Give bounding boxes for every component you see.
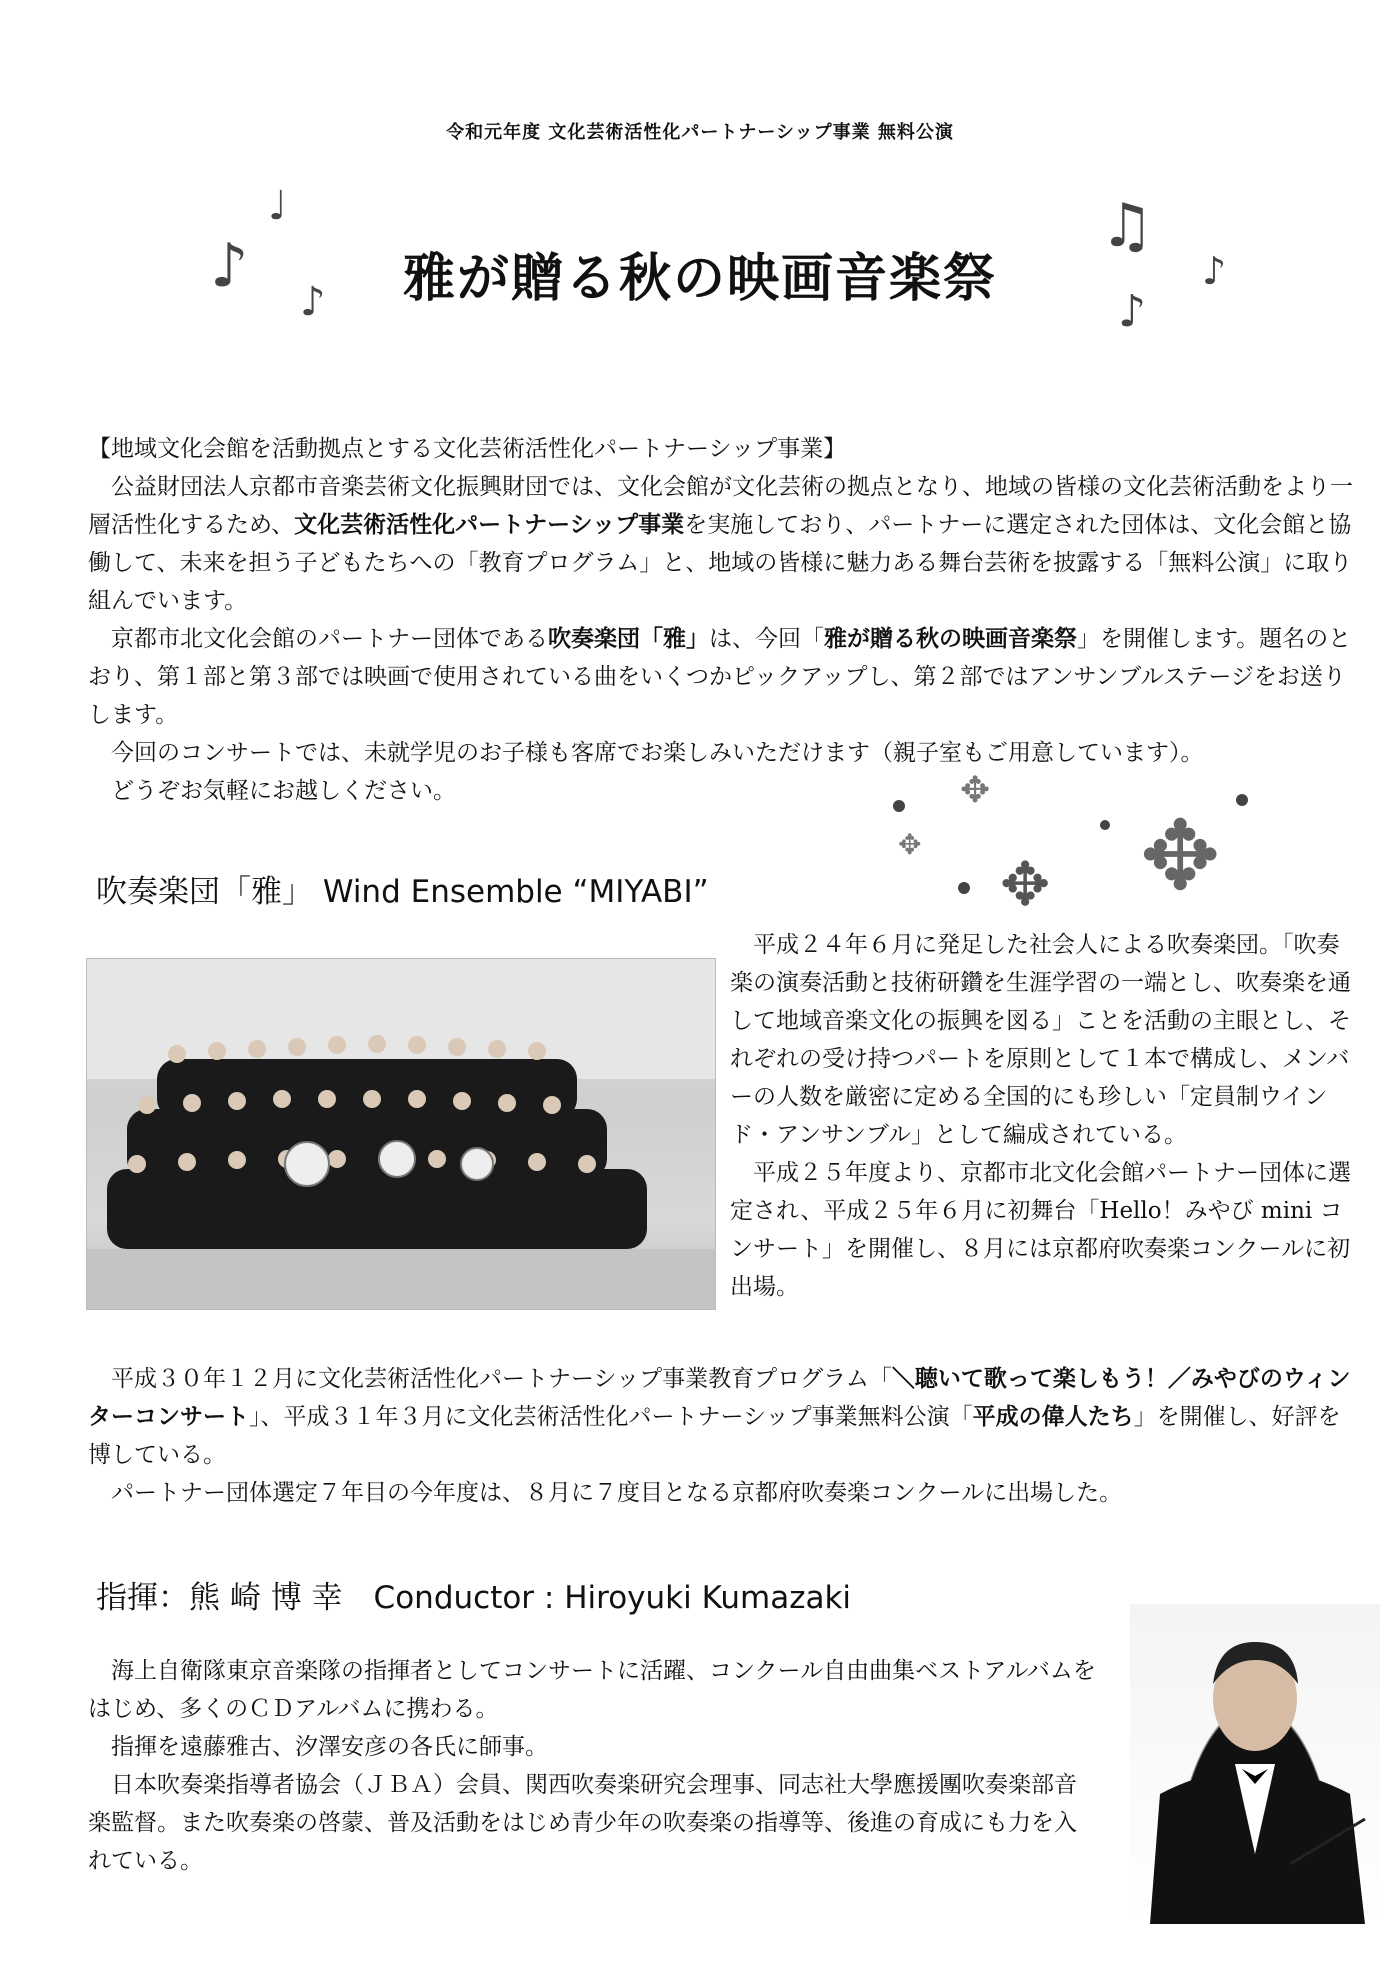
intro-paragraph-4: どうぞお気軽にお越しください。 <box>111 778 456 804</box>
conductor-paragraph-2: 指揮を遠藤雅古、汐澤安彦の各氏に師事。 <box>111 1734 548 1760</box>
conductor-section-heading: 指揮：熊 崎 博 幸 Conductor : Hiroyuki Kumazaki <box>96 1580 852 1616</box>
band-paragraph-2: 平成２５年度より、京都市北文化会館パートナー団体に選定され、平成２５年６月に初舞台「Hello！みやび mini コンサート」を開催し、８月には京都府吹奏楽コンクールに初出場。 <box>730 1160 1351 1300</box>
band-photo-figures <box>87 959 715 1309</box>
band-paragraph-4: パートナー団体選定７年目の今年度は、８月に７度目となる京都府吹奏楽コンクールに出場した。 <box>111 1480 1123 1506</box>
intro-paragraph-2: 京都市北文化会館のパートナー団体である吹奏楽団「雅」は、今回「雅が贈る秋の映画音楽祭」を開催します。題名のとおり、第１部と第３部では映画で使用されている曲をいくつかピックアップし、第２部ではアンサンブルステージをお送りします。 <box>88 626 1352 728</box>
band-history <box>88 1360 1358 1512</box>
intro-section <box>88 430 1358 810</box>
band-paragraph-3: 平成３０年１２月に文化芸術活性化パートナーシップ事業教育プログラム「＼聴いて歌って楽しもう！／みやびのウィンターコンサート」、平成３１年３月に文化芸術活性化パートナーシップ事業無料公演「平成の偉人たち」を開催し、好評を博している。 <box>88 1366 1351 1468</box>
page-title: 雅が贈る秋の映画音楽祭 <box>402 249 997 309</box>
music-note-icon: ♩ <box>268 183 287 229</box>
conductor-photo <box>1130 1604 1380 1924</box>
conductor-description <box>88 1652 1098 1880</box>
music-note-icon: ♪ <box>300 279 326 325</box>
maple-leaf-icon: ✥ <box>1000 850 1051 920</box>
maple-leaf-icon: ✥ <box>1140 800 1221 912</box>
conductor-paragraph-1: 海上自衛隊東京音楽隊の指揮者としてコンサートに活躍、コンクール自由曲集ベストアルバムをはじめ、多くのＣＤアルバムに携わる。 <box>88 1658 1096 1722</box>
conductor-paragraph-3: 日本吹奏楽指導者協会（ＪＢＡ）会員、関西吹奏楽研究会理事、同志社大學應援團吹奏楽部音楽監督。また吹奏楽の啓蒙、普及活動をはじめ青少年の吹奏楽の指導等、後進の育成にも力を入れている。 <box>88 1772 1077 1874</box>
band-paragraph-1: 平成２４年６月に発足した社会人による吹奏楽団。「吹奏楽の演奏活動と技術研鑽を生涯学習の一端とし、吹奏楽を通して地域音楽文化の振興を図る」ことを活動の主眼とし、それぞれの受け持つパートを原則として１本で構成し、メンバーの人数を厳密に定める全国的にも珍しい「定員制ウインド・アンサンブル」として編成されている。 <box>730 932 1351 1148</box>
decorative-dot <box>893 800 905 812</box>
intro-paragraph-3: 今回のコンサートでは、未就学児のお子様も客席でお楽しみいただけます（親子室もご用意しています）。 <box>111 740 1204 766</box>
maple-leaf-icon: ✥ <box>898 828 922 861</box>
conductor-figure <box>1130 1604 1380 1924</box>
band-section-heading: 吹奏楽団「雅」 Wind Ensemble “MIYABI” <box>96 874 709 910</box>
intro-paragraph-1: 公益財団法人京都市音楽芸術文化振興財団では、文化会館が文化芸術の拠点となり、地域の皆様の文化芸術活動をより一層活性化するため、文化芸術活性化パートナーシップ事業を実施しており、パートナーに選定された団体は、文化会館と協働して、未来を担う子どもたちへの「教育プログラム」と、地域の皆様に魅力ある舞台芸術を披露する「無料公演」に取り組んでいます。 <box>88 474 1353 614</box>
band-description <box>730 926 1360 1306</box>
intro-heading: 【地域文化会館を活動拠点とする文化芸術活性化パートナーシップ事業】 <box>88 436 847 462</box>
music-note-icon: ♪ <box>1202 249 1227 293</box>
decorative-dot <box>1100 820 1110 830</box>
music-note-icon: ♪ <box>1118 286 1147 337</box>
decorative-dot <box>1236 794 1248 806</box>
band-photo <box>86 958 716 1310</box>
decorative-dot <box>958 882 970 894</box>
event-subtitle: 令和元年度 文化芸術活性化パートナーシップ事業 無料公演 <box>446 122 954 143</box>
music-note-icon: ♫ <box>1100 191 1154 261</box>
music-note-icon: ♪ <box>210 231 249 301</box>
maple-leaf-icon: ✥ <box>960 770 991 811</box>
